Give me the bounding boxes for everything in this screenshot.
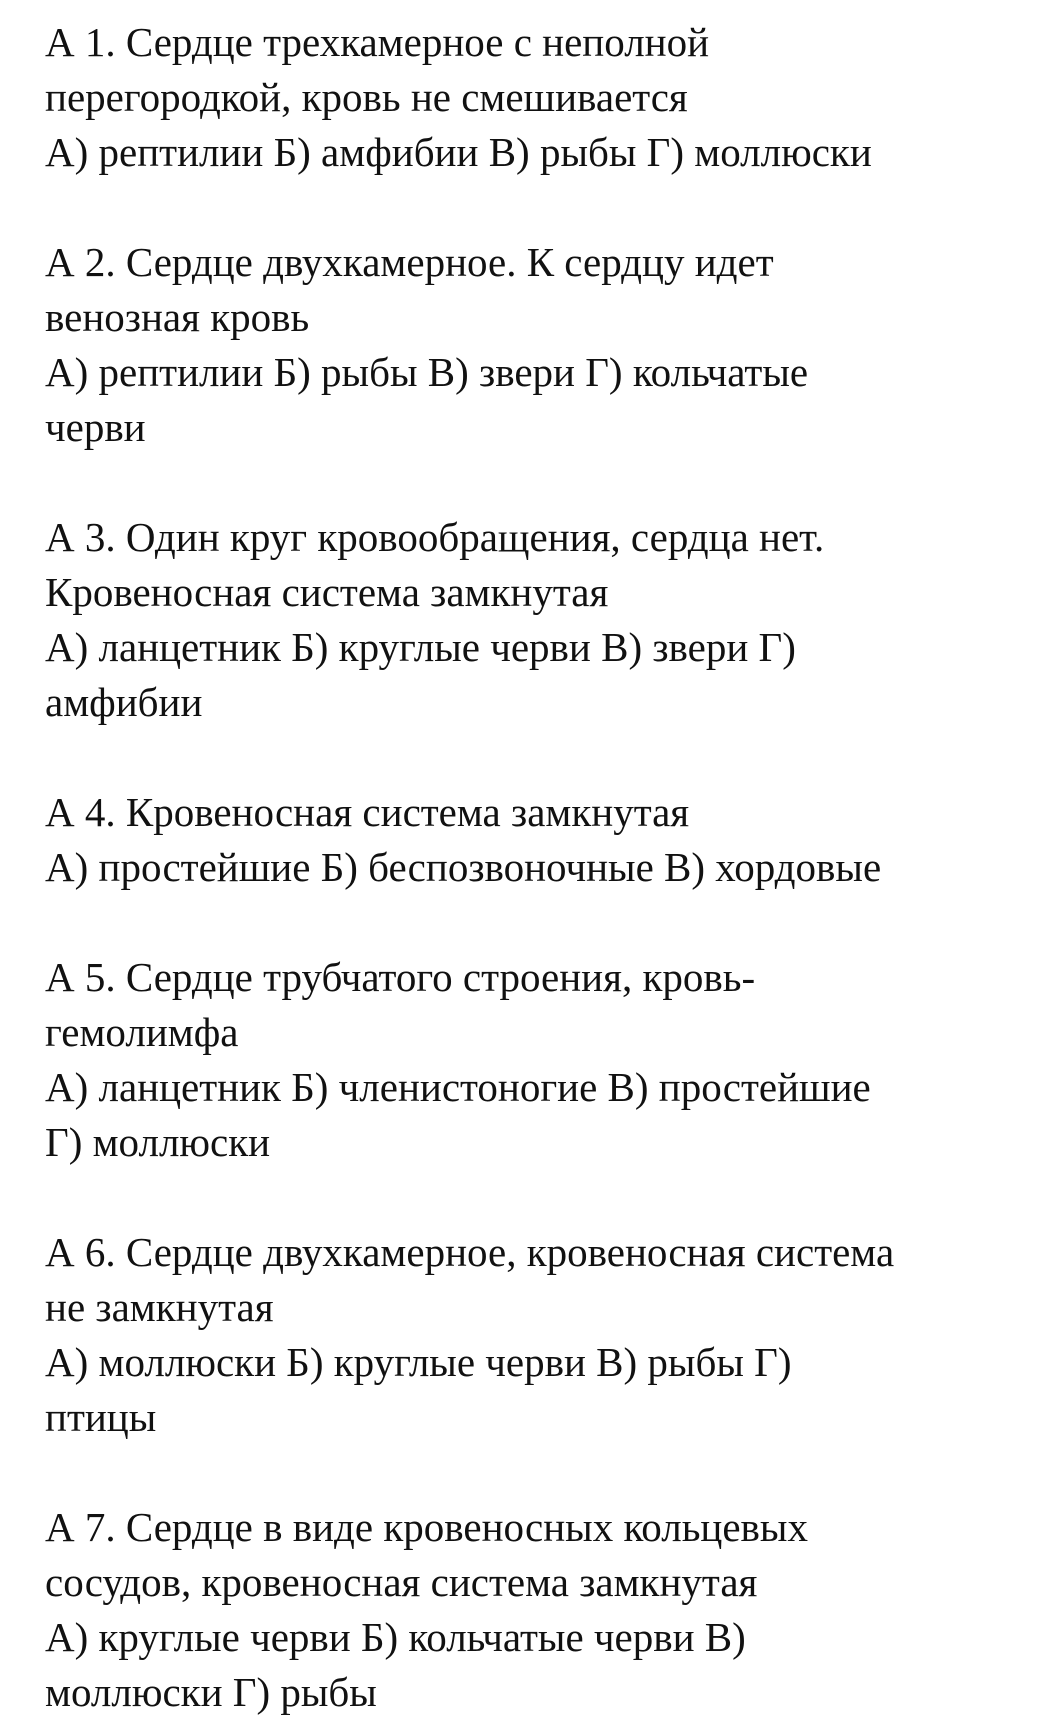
question-a4 [45,785,1035,895]
question-a7-line: сосудов, кровеносная система замкнутая [45,1559,758,1605]
question-a1-line: А 1. Сердце трехкамерное с неполной [45,19,710,65]
question-a1 [45,15,1035,180]
question-a2-line: венозная кровь [45,294,310,340]
question-a6 [45,1225,1035,1445]
question-a2-options: черви [45,404,146,450]
question-a6-options: А) моллюски Б) круглые черви В) рыбы Г) [45,1339,792,1385]
question-a3-line: Кровеносная система замкнутая [45,569,609,615]
question-a1-options: А) рептилии Б) амфибии В) рыбы Г) моллюски [45,129,872,175]
question-a5-options: Г) моллюски [45,1119,271,1165]
question-a5-line: гемолимфа [45,1009,239,1055]
question-a7-options: А) круглые черви Б) кольчатые черви В) [45,1614,746,1660]
question-a3-line: А 3. Один круг кровообращения, сердца нет. [45,514,825,560]
question-a4-line: А 4. Кровеносная система замкнутая [45,789,690,835]
question-a3-options: А) ланцетник Б) круглые черви В) звери Г) [45,624,796,670]
question-a1-line: перегородкой, кровь не смешивается [45,74,688,120]
question-a4-options: А) простейшие Б) беспозвоночные В) хордовые [45,844,882,890]
question-a6-line: не замкнутая [45,1284,274,1330]
question-a6-options: птицы [45,1394,157,1440]
question-a3-options: амфибии [45,679,203,725]
question-a5-line: А 5. Сердце трубчатого строения, кровь- [45,954,756,1000]
question-a3 [45,510,1035,730]
question-a5 [45,950,1035,1170]
question-a2 [45,235,1035,455]
question-a2-line: А 2. Сердце двухкамерное. К сердцу идет [45,239,774,285]
question-a7-options: моллюски Г) рыбы [45,1669,377,1715]
question-a6-line: А 6. Сердце двухкамерное, кровеносная система [45,1229,895,1275]
question-a5-options: А) ланцетник Б) членистоногие В) простейшие [45,1064,871,1110]
question-a7-line: А 7. Сердце в виде кровеносных кольцевых [45,1504,808,1550]
question-a2-options: А) рептилии Б) рыбы В) звери Г) кольчатые [45,349,809,395]
question-a7 [45,1500,1035,1720]
